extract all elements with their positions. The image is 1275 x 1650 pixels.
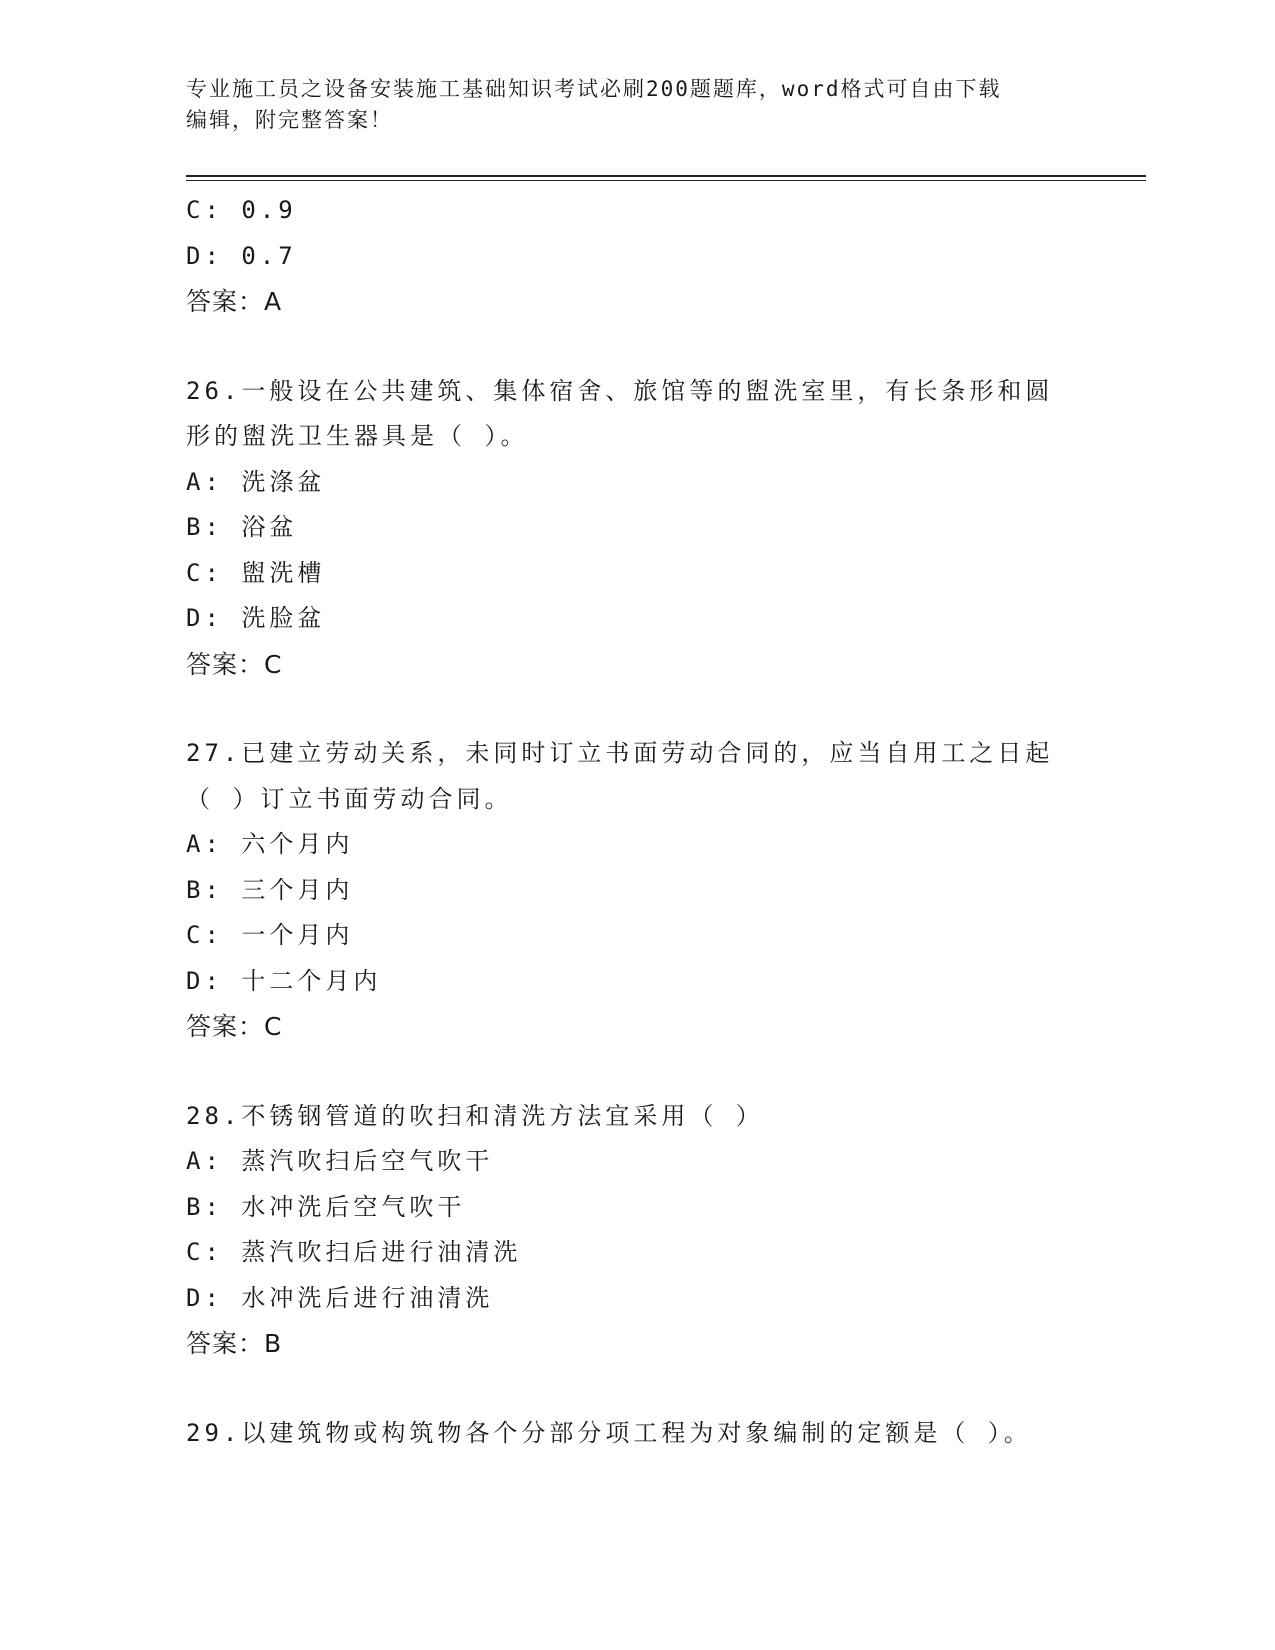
option-c: C: 一个月内 — [186, 921, 354, 949]
option-c: C: 蒸汽吹扫后进行油清洗 — [186, 1238, 522, 1266]
question-text-continued: （ ）订立书面劳动合同。 — [186, 784, 513, 813]
question-text: 27.已建立劳动关系，未同时订立书面劳动合同的，应当自用工之日起 — [186, 739, 1054, 767]
question-text-continued: 形的盥洗卫生器具是（ ）。 — [186, 422, 529, 450]
option-d: D: 0.7 — [186, 241, 297, 270]
answer: 答案：C — [186, 1012, 283, 1041]
option-a: A: 洗涤盆 — [186, 467, 326, 496]
question-26 — [186, 369, 1086, 688]
option-c: C: 盥洗槽 — [186, 558, 326, 587]
question-29 — [186, 1411, 1086, 1457]
header-line-1: 专业施工员之设备安装施工基础知识考试必刷200题题库，word格式可自由下载 — [186, 77, 1002, 101]
option-d: D: 十二个月内 — [186, 966, 382, 995]
option-b: B: 浴盆 — [186, 513, 298, 541]
question-text: 29.以建筑物或构筑物各个分部分项工程为对象编制的定额是（ ）。 — [186, 1418, 1032, 1447]
header-divider-thin — [186, 180, 1146, 181]
document-body — [186, 188, 1086, 1456]
page-header — [186, 74, 1066, 136]
option-b: B: 水冲洗后空气吹干 — [186, 1192, 466, 1221]
option-d: D: 水冲洗后进行油清洗 — [186, 1283, 494, 1312]
option-d: D: 洗脸盆 — [186, 604, 326, 632]
option-a: A: 六个月内 — [186, 830, 354, 858]
option-b: B: 三个月内 — [186, 875, 354, 904]
question-28 — [186, 1094, 1086, 1367]
answer: 答案：B — [186, 1329, 283, 1358]
question-25-continuation — [186, 188, 1086, 325]
answer: 答案：A — [186, 287, 283, 316]
question-27 — [186, 731, 1086, 1050]
option-c: C: 0.9 — [186, 196, 297, 224]
header-divider-thick — [186, 175, 1146, 177]
question-text: 26.一般设在公共建筑、集体宿舍、旅馆等的盥洗室里，有长条形和圆 — [186, 376, 1054, 405]
header-line-2: 编辑，附完整答案！ — [186, 108, 393, 132]
question-text: 28.不锈钢管道的吹扫和清洗方法宜采用（ ） — [186, 1101, 764, 1130]
answer: 答案：C — [186, 649, 283, 679]
option-a: A: 蒸汽吹扫后空气吹干 — [186, 1147, 494, 1175]
